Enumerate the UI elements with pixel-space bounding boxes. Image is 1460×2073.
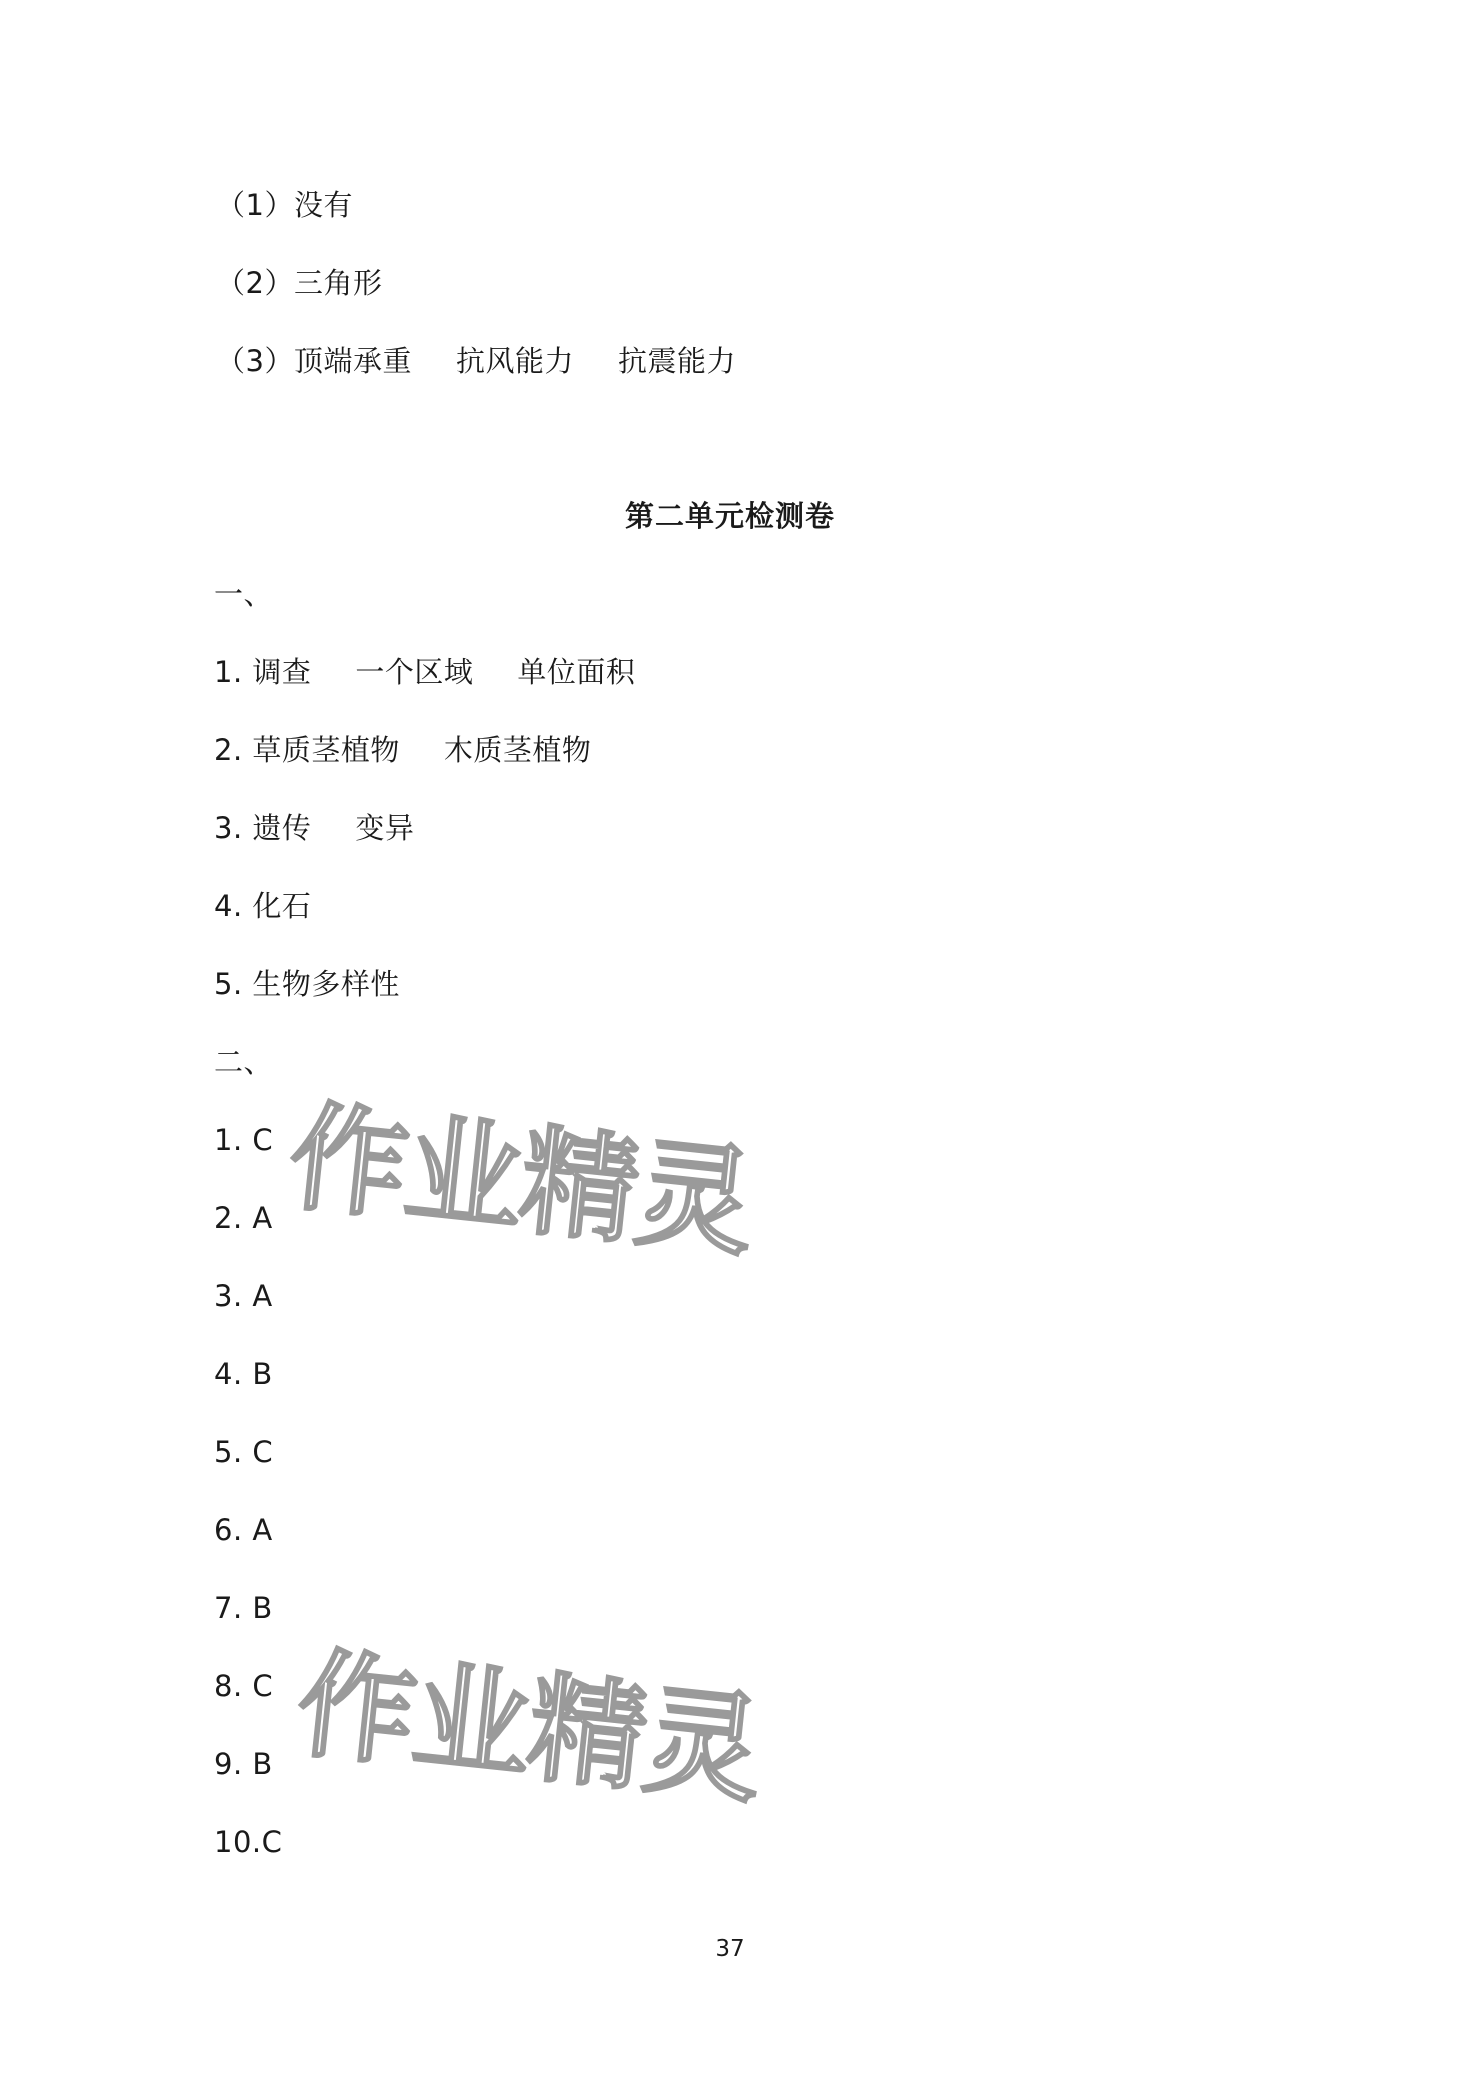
answer-line-a1 [216, 185, 353, 225]
item-number: 2. [214, 733, 243, 767]
choice-line-10 [214, 1822, 282, 1862]
choice-answer: C [252, 1435, 274, 1469]
fill-line-4 [214, 886, 311, 926]
section-title: 第二单元检测卷 [624, 499, 835, 533]
answer-text: 化石 [252, 889, 312, 923]
part-one-heading: 一、 [214, 577, 274, 611]
answer-text: 木质茎植物 [443, 733, 592, 767]
item-number: 9. [214, 1747, 243, 1781]
choice-answer: B [252, 1591, 273, 1625]
item-number: 5. [214, 1435, 243, 1469]
choice-line-2 [214, 1198, 273, 1238]
choice-answer: A [252, 1201, 273, 1235]
choice-answer: C [252, 1123, 274, 1157]
item-number: 1. [214, 1123, 243, 1157]
choice-answer: C [261, 1825, 283, 1859]
choice-line-4 [214, 1354, 273, 1394]
choice-answer: A [252, 1279, 273, 1313]
choice-line-8 [214, 1666, 273, 1706]
answer-text: 一个区域 [355, 655, 474, 689]
choice-line-1 [214, 1120, 273, 1160]
choice-answer: B [252, 1747, 273, 1781]
item-number: 6. [214, 1513, 243, 1547]
item-number: 4. [214, 1357, 243, 1391]
choice-line-9 [214, 1744, 273, 1784]
answer-text: （1）没有 [216, 188, 353, 222]
item-number: 7. [214, 1591, 243, 1625]
choice-answer: A [252, 1513, 273, 1547]
item-number: 5. [214, 967, 243, 1001]
answer-text: （2）三角形 [216, 266, 383, 300]
answer-line-a3 [216, 341, 736, 381]
fill-line-3 [214, 808, 414, 848]
answer-text: 草质茎植物 [252, 733, 400, 767]
item-number: 8. [214, 1669, 243, 1703]
item-number: 10. [214, 1825, 262, 1859]
part-two-heading: 二、 [214, 1045, 274, 1079]
answer-text: 抗震能力 [617, 344, 736, 378]
watermark: 作业精灵 [283, 1087, 759, 1273]
choice-line-6 [214, 1510, 273, 1550]
item-number: 1. [214, 655, 243, 689]
item-number: 3. [214, 1279, 243, 1313]
answer-line-a2 [216, 263, 382, 303]
watermark: 作业精灵 [291, 1634, 767, 1820]
page-number: 37 [715, 1936, 745, 1962]
fill-line-1 [214, 652, 635, 692]
answer-text: 单位面积 [517, 655, 636, 689]
choice-answer: C [252, 1669, 274, 1703]
choice-line-5 [214, 1432, 273, 1472]
choice-line-7 [214, 1588, 273, 1628]
choice-answer: B [252, 1357, 273, 1391]
item-number: 3. [214, 811, 243, 845]
answer-text: 调查 [252, 655, 312, 689]
item-number: 4. [214, 889, 243, 923]
answer-text: 变异 [355, 811, 415, 845]
answer-text: （3）顶端承重 [216, 344, 412, 378]
answer-text: 遗传 [252, 811, 312, 845]
answer-text: 生物多样性 [252, 967, 400, 1001]
fill-line-5 [214, 964, 400, 1004]
item-number: 2. [214, 1201, 243, 1235]
choice-line-3 [214, 1276, 273, 1316]
answer-text: 抗风能力 [455, 344, 574, 378]
fill-line-2 [214, 730, 591, 770]
